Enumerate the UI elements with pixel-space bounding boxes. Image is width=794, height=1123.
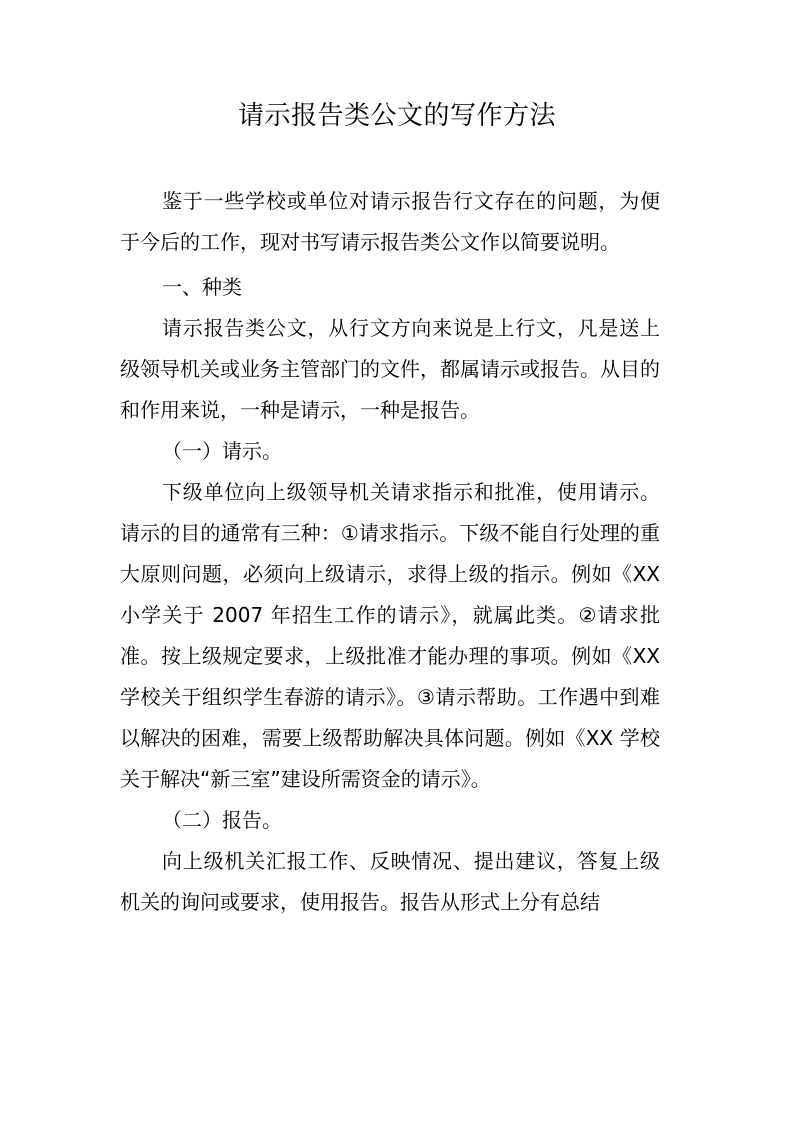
- types-paragraph: 请示报告类公文，从行文方向来说是上行文，凡是送上级领导机关或业务主管部门的文件，都属请示或报告。从目的和作用来说，一种是请示，一种是报告。: [120, 316, 660, 422]
- document-body: [120, 181, 660, 923]
- report-paragraph: 向上级机关汇报工作、反映情况、提出建议，答复上级机关的询问或要求，使用报告。报告从形式上分有总结: [120, 849, 660, 914]
- subsection-heading-request: （一）请示。: [162, 439, 282, 463]
- document-title: 请示报告类公文的写作方法: [237, 101, 556, 131]
- request-paragraph: 下级单位向上级领导机关请求指示和批准，使用请示。请示的目的通常有三种：①请求指示。下级不能自行处理的重大原则问题，必须向上级请示，求得上级的指示。例如《XX 小学关于 2007 年招生工作的请示》，就属此类。②请求批准。按上级规定要求，上级批准才能办理的事项。例如《XX 学校关于组织学生春游的请示》。③请示帮助。工作遇中到难以解决的困难，需要上级帮助解决具体问题。例如《XX 学校关于解决“新三室”建设所需资金的请示》。: [120, 480, 660, 791]
- intro-paragraph: 鉴于一些学校或单位对请示报告行文存在的问题，为便于今后的工作，现对书写请示报告类公文作以简要说明。: [120, 189, 660, 254]
- subsection-heading-report: （二）报告。: [162, 808, 282, 832]
- section-heading-types: 一、种类: [162, 275, 242, 299]
